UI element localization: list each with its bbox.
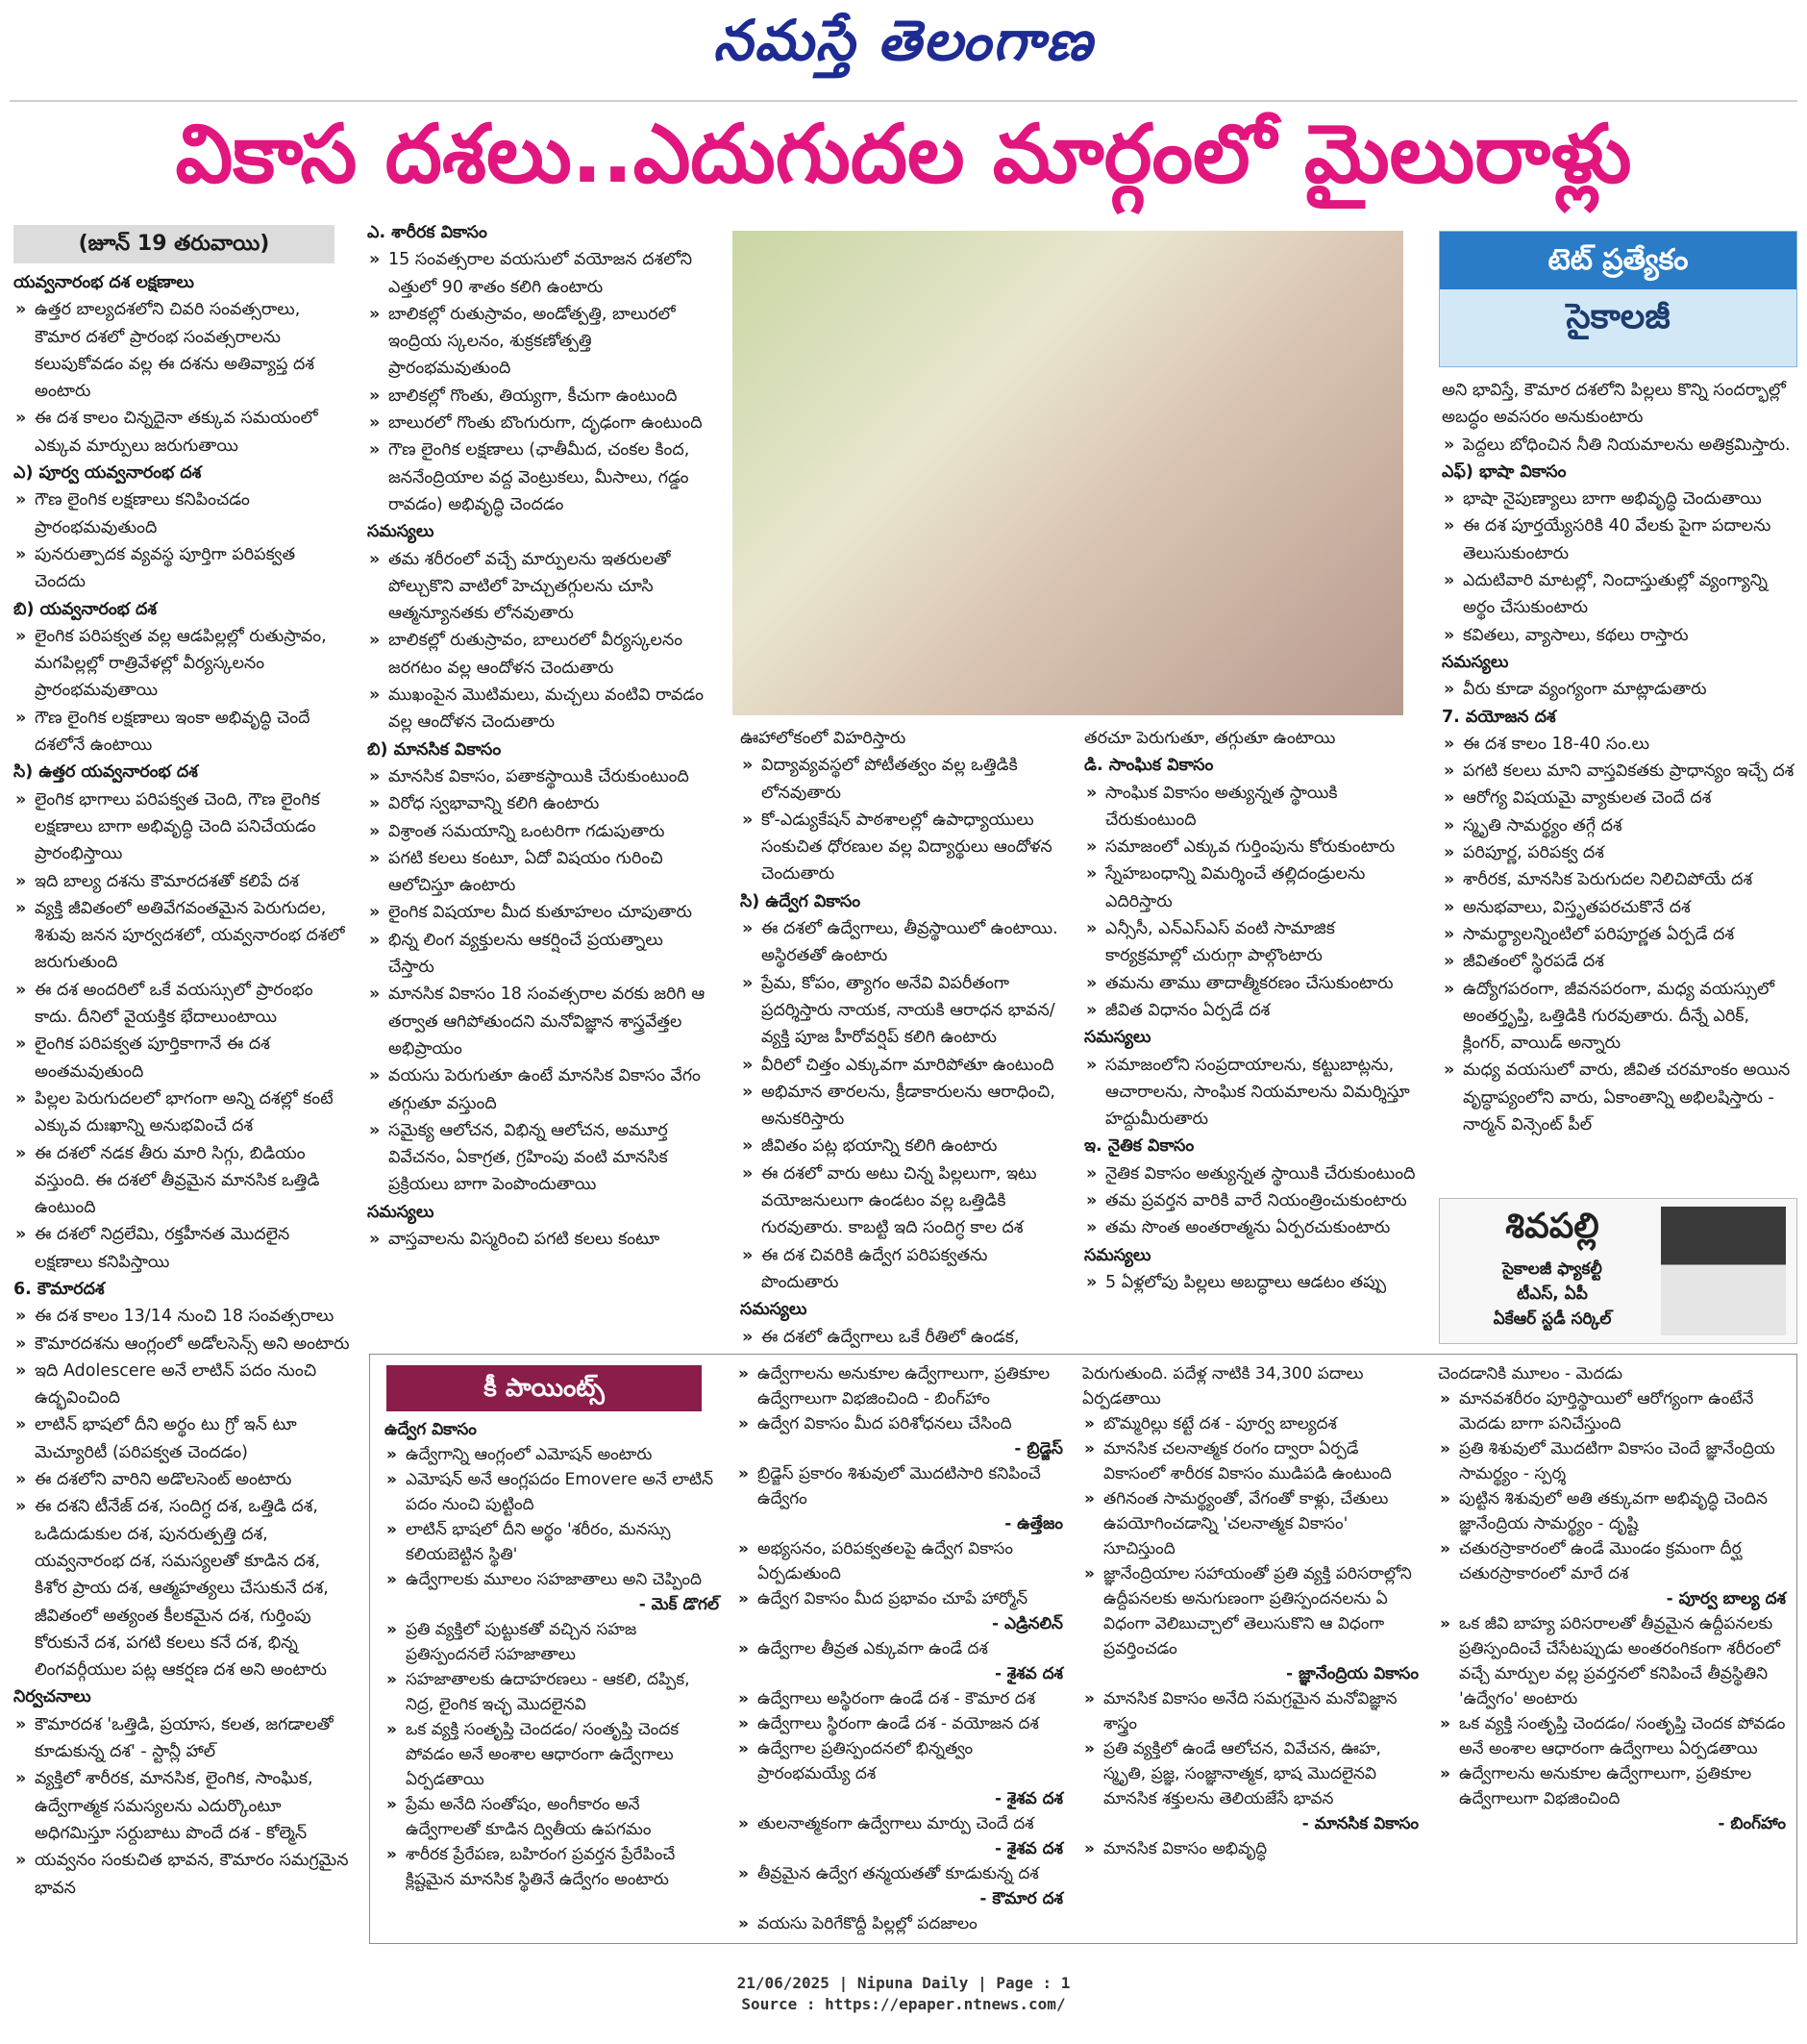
text-item: » తమ శరీరంలో వచ్చే మార్పులను ఇతరులతో పోల్చుకొని వాటిలో హెచ్చుతగ్గులను చూసి ఆత్మన్యూనతకు లోనవుతారు	[367, 546, 705, 628]
text-item: » స్మృతి సామర్థ్యం తగ్గే దశ	[1442, 812, 1795, 839]
text-item: » ప్రేమ, కోపం, త్యాగం అనేవి విపరీతంగా ప్రదర్శిస్తారు నాయక, నాయకి ఆరాధన భావన/వ్యక్తి పూజ హీరోవర్షిప్ కలిగి ఉంటారు	[740, 970, 1065, 1052]
source-attribution: - మెక్ డొగల్	[638, 1595, 719, 1614]
text-item: » వీరు కూడా వ్యంగ్యంగా మాట్లాడుతారు	[1442, 676, 1795, 703]
section-heading: బి) యవ్వనారంభ దశ	[13, 599, 157, 619]
text-item: » సమాజంలో ఎక్కువ గుర్తింపును కోరుకుంటారు	[1084, 834, 1421, 860]
text-item: » తమ సొంత అంతరాత్మను ఏర్పరచుకుంటారు	[1084, 1214, 1421, 1241]
author-role	[1451, 1257, 1653, 1332]
text-item: » ఒక వ్యక్తి సంతృప్తి చెందడం/ సంతృప్తి చెందక పోవడం అనే అంశాల ఆధారంగా ఉద్వేగాలు ఏర్పడతాయి	[1438, 1711, 1786, 1761]
text-item: » జీవితం పట్ల భయాన్ని కలిగి ఉంటారు	[740, 1133, 1065, 1159]
text-item: » మానసిక వికాసం, పతాకస్థాయికి చేరుకుంటుంది	[367, 763, 705, 790]
text-item: » స్నేహబంధాన్ని విమర్శించే తల్లిదండ్రులను ఎదిరిస్తారు	[1084, 860, 1421, 915]
text-item: » ఈ దశలో ఉద్వేగాలు, తీవ్రస్థాయిలో ఉంటాయి. అస్థిరతతో ఉంటారు	[740, 915, 1065, 970]
text-item: » ఉద్వేగాలకు మూలం సహజాతాలు అని చెప్పింది	[384, 1567, 719, 1592]
text-item: » కో-ఎడ్యుకేషన్ పాఠశాలల్లో ఉపాధ్యాయులు సంకుచిత ధోరణుల వల్ల విద్యార్థులు ఆందోళన చెందుతారు	[740, 807, 1065, 888]
continuation-tag: (జూన్ 19 తరువాయి)	[13, 225, 334, 263]
text-item: » లాటిన్ భాషలో దీని అర్థం 'శరీరం, మనస్సు కలియబెట్టిన స్థితి'	[384, 1517, 719, 1567]
text-item: » తమ ప్రవర్తన వారికి వారే నియంత్రించుకుంటారు	[1084, 1187, 1421, 1214]
key-points-title: కీ పాయింట్స్	[386, 1365, 702, 1411]
tet-special-label: టెట్ ప్రత్యేకం	[1440, 232, 1796, 289]
section-heading: ఎ) పూర్వ యవ్వనారంభ దశ	[13, 463, 202, 484]
article-column-3	[740, 725, 1065, 1351]
text-item: » బాలికల్లో గొంతు, తియ్యగా, కీచుగా ఉంటుంది	[367, 383, 705, 410]
text-item: » ఈ దశ పూర్తయ్యేసరికి 40 వేలకు పైగా పదాలను తెలుసుకుంటారు	[1442, 512, 1795, 567]
section-heading: సమస్యలు	[367, 522, 434, 542]
text-item: » ఉద్వేగాల తీవ్రత ఎక్కువగా ఉండే దశ	[736, 1636, 1063, 1661]
text-item: » మానసిక వికాసం 18 సంవత్సరాల వరకు జరిగి ఆ తర్వాత ఆగిపోతుందని మనోవిజ్ఞాన శాస్త్రవేత్తల అభిప్రాయం	[367, 981, 705, 1062]
text-item: » ప్రతి శిశువులో మొదటిగా వికాసం చెందే జ్ఞానేంద్రియ సామర్థ్యం - స్పర్శ	[1438, 1436, 1786, 1486]
source-attribution: - బ్రిడ్జెస్	[1014, 1439, 1063, 1458]
text-item: » కౌమారదశ 'ఒత్తిడి, ప్రయాస, కలత, జగడాలతో కూడుకున్న దశ' - స్టాన్లీ హాల్	[13, 1711, 350, 1766]
text-item: » పగటి కలలు కంటూ, ఏదో విషయం గురించి ఆలోచిస్తూ ఉంటారు	[367, 845, 705, 900]
text-item: » అభ్యసనం, పరిపక్వతలపై ఉద్వేగ వికాసం ఏర్పడుతుంది	[736, 1536, 1063, 1586]
text-item: » జీవిత విధానం ఏర్పడే దశ	[1084, 997, 1421, 1024]
section-heading: బి) మానసిక వికాసం	[367, 739, 502, 760]
text-item: » గౌణ లైంగిక లక్షణాలు ఇంకా అభివృద్ధి చెందే దశలోనే ఉంటాయి	[13, 705, 350, 760]
article-column-4	[1084, 725, 1421, 1296]
source-attribution: - బింగ్‌హాం	[1718, 1814, 1786, 1833]
text-item: » ఈ దశలో ఉద్వేగాలు ఒకే రీతిలో ఉండక,	[740, 1324, 1065, 1351]
masthead-divider	[10, 100, 1797, 102]
text-item: » విద్యావ్యవస్థలో పోటీతత్వం వల్ల ఒత్తిడికి లోనవుతారు	[740, 752, 1065, 807]
section-heading: సి) ఉద్వేగ వికాసం	[740, 891, 861, 911]
text-item: పెరుగుతుంది. పదేళ్ల నాటికి 34,300 పదాలు ఏర్పడతాయి	[1082, 1364, 1364, 1408]
text-item: » ఈ దశలోని వారిని అడొలసెంట్ అంటారు	[13, 1466, 350, 1493]
key-points-column-3	[1082, 1361, 1419, 1861]
text-item: » గౌణ లైంగిక లక్షణాలు కనిపించడం ప్రారంభమవుతుంది	[13, 486, 350, 541]
text-item: » పునరుత్పాదక వ్యవస్థ పూర్తిగా పరిపక్వత చెందదు	[13, 541, 350, 596]
text-item: » వ్యక్తి జీవితంలో అతివేగవంతమైన పెరుగుదల, శిశువు జనన పూర్వదశలో, యవ్వనారంభ దశలో జరుగుతుంది	[13, 895, 350, 977]
text-item: » 5 ఏళ్లలోపు పిల్లలు అబద్ధాలు ఆడటం తప్పు	[1084, 1269, 1421, 1296]
text-item: » మధ్య వయసులో వారు, జీవిత చరమాంకం అయిన వృద్ధాప్యంలోని వారు, ఏకాంతాన్ని అభిలషిస్తారు - నార్మన్ విన్సెంట్ పీల్	[1442, 1057, 1795, 1138]
article-column-2	[367, 219, 705, 1253]
text-item: » శారీరక ప్రేరేపణ, బహిరంగ ప్రవర్తన ప్రేరేపించే క్లిష్టమైన మానసిక స్థితినే ఉద్వేగం అంటారు	[384, 1842, 719, 1892]
section-heading: సమస్యలు	[367, 1202, 434, 1222]
text-item: చెందడానికి మూలం - మెదడు	[1438, 1364, 1622, 1383]
section-heading: సమస్యలు	[1084, 1245, 1151, 1265]
text-item: » పిల్లల పెరుగుదలలో భాగంగా అన్ని దశల్లో కంటే ఎక్కువ దుఃఖాన్ని అనుభవించే దశ	[13, 1085, 350, 1140]
text-item: » తీవ్రమైన ఉద్వేగ తన్మయతతో కూడుకున్న దశ	[736, 1861, 1063, 1886]
text-item: » శారీరక, మానసిక పెరుగుదల నిలిచిపోయే దశ	[1442, 866, 1795, 893]
footer-date-line: 21/06/2025 | Nipuna Daily | Page : 1	[736, 1974, 1071, 1992]
text-item: » సహజాతాలకు ఉదాహరణలు - ఆకలి, దప్పిక, నిద్ర, లైంగిక ఇచ్ఛ మొదలైనవి	[384, 1667, 719, 1717]
key-points-column-1	[384, 1417, 719, 1892]
text-item: » ముఖంపైన మొటిమలు, మచ్చలు వంటివి రావడం వల్ల ఆందోళన చెందుతారు	[367, 682, 705, 736]
text-item: » కవితలు, వ్యాసాలు, కథలు రాస్తారు	[1442, 622, 1795, 649]
text-item: » ఎన్సీసీ, ఎన్ఎస్ఎస్ వంటి సామాజిక కార్యక్రమాల్లో చురుగ్గా పాల్గొంటారు	[1084, 915, 1421, 970]
text-item: » బాలికల్లో రుతుస్రావం, అండోత్పత్తి, బాలురలో ఇంద్రియ స్కలనం, శుక్రకణోత్పత్తి ప్రారంభమవుతుంది	[367, 301, 705, 383]
text-item: » లైంగిక పరిపక్వత పూర్తికాగానే ఈ దశ అంతమవుతుంది	[13, 1031, 350, 1085]
text-item: అని భావిస్తే, కౌమార దశలోని పిల్లలు కొన్ని సందర్భాల్లో అబద్ధం అవసరం అనుకుంటారు	[1442, 381, 1786, 428]
text-item: » మానసిక వికాసం అభివృద్ధి	[1082, 1836, 1419, 1861]
author-role-line: ఏకేఆర్ స్టడీ సర్కిల్	[1493, 1309, 1612, 1329]
section-heading: సమస్యలు	[740, 1300, 807, 1320]
text-item: » పగటి కలలు మాని వాస్తవికతకు ప్రాధాన్యం ఇచ్చే దశ	[1442, 758, 1795, 785]
text-item: » ఎదుటివారి మాటల్లో, నిందాస్తుతుల్లో వ్యంగ్యాన్ని అర్థం చేసుకుంటారు	[1442, 567, 1795, 622]
text-item: » పెద్దలు బోధించిన నీతి నియమాలను అతిక్రమిస్తారు.	[1442, 432, 1795, 459]
text-item: » ఒక జీవి బాహ్య పరిసరాలతో తీవ్రమైన ఉద్దీపనలకు ప్రతిస్పందించే చేసేటప్పుడు అంతరంగికంగా శరీరంలో వచ్చే మార్పుల వల్ల ప్రవర్తనలో కనిపించే తీవ్రస్థితిని 'ఉద్వేగం' అంటారు	[1438, 1611, 1786, 1711]
source-attribution: - కౌమార దశ	[979, 1889, 1063, 1908]
text-item: » వయసు పెరిగేకొద్దీ పిల్లల్లో పదజాలం	[736, 1911, 1063, 1936]
text-item: » సమాజంలోని సంప్రదాయాలను, కట్టుబాట్లను, ఆచారాలను, సాంఘిక నియమాలను విమర్శిస్తూ హద్దుమీరుతారు	[1084, 1052, 1421, 1134]
text-item: » పుట్టిన శిశువులో అతి తక్కువగా అభివృద్ధి చెందిన జ్ఞానేంద్రియ సామర్థ్యం - దృష్టి	[1438, 1486, 1786, 1536]
text-item: » పరిపూర్ణ, పరిపక్వ దశ	[1442, 839, 1795, 866]
section-heading: సి) ఉత్తర యవ్వనారంభ దశ	[13, 762, 198, 783]
page-footer	[0, 1973, 1807, 2015]
section-heading: సమస్యలు	[1084, 1028, 1151, 1048]
article-column-5	[1442, 377, 1795, 1138]
author-role-line: సైకాలజీ ఫ్యాకల్టీ	[1502, 1259, 1602, 1279]
section-heading: యవ్వనారంభ దశ లక్షణాలు	[13, 273, 194, 292]
author-name: శివపల్లి	[1505, 1207, 1599, 1246]
article-column-1	[13, 269, 350, 1902]
source-attribution: - పూర్వ బాల్య దశ	[1666, 1589, 1786, 1608]
text-item: » ఈ దశలో నిద్రలేమి, రక్తహీనత మొదలైన లక్షణాలు కనిపిస్తాయి	[13, 1221, 350, 1276]
text-item: » ఈ దశలో నడక తీరు మారి సిగ్గు, బిడియం వస్తుంది. ఈ దశలో తీవ్రమైన మానసిక ఒత్తిడి ఉంటుంది	[13, 1140, 350, 1222]
text-item: » ఇది Adolescere అనే లాటిన్ పదం నుంచి ఉద్భవించింది	[13, 1358, 350, 1412]
text-item: » ఈ దశని టీనేజ్ దశ, సందిగ్ధ దశ, ఒత్తిడి దశ, ఒడిదుడుకుల దశ, పునరుత్పత్తి దశ, యవ్వనారంభ దశ, సమస్యలతో కూడిన దశ, కిశోర ప్రాయ దశ, ఆత్మహత్యలు చేసుకునే దశ, జీవితంలో అత్యంత కీలకమైన దశ, గుర్తింపు కోరుకునే దశ, పగటి కలలు కనే దశ, భిన్న లింగవర్గీయుల పట్ల ఆకర్షణ దశ అని అంటారు	[13, 1493, 350, 1683]
source-attribution: - ఎడ్రినలిన్	[992, 1614, 1063, 1633]
text-item: » మానసిక వికాసం అనేది సమగ్రమైన మనోవిజ్ఞాన శాస్త్రం	[1082, 1686, 1419, 1736]
text-item: » ఉద్వేగాన్ని ఆంగ్లంలో ఎమోషన్ అంటారు	[384, 1442, 719, 1467]
author-role-line: టీఎస్, ఏపీ	[1517, 1284, 1588, 1304]
text-item: తరచూ పెరుగుతూ, తగ్గుతూ ఉంటాయి	[1084, 729, 1336, 748]
article-headline: వికాస దశలు..ఎదుగుదల మార్గంలో మైలురాళ్లు	[175, 107, 1632, 201]
text-item: » ఈ దశ చివరికి ఉద్వేగ పరిపక్వతను పొందుతారు	[740, 1242, 1065, 1297]
text-item: » బ్రిడ్జెస్ ప్రకారం శిశువులో మొదటిసారి కనిపించే ఉద్వేగం	[736, 1461, 1063, 1511]
text-item: » ఈ దశ కాలం 18-40 సం.లు	[1442, 731, 1795, 758]
text-item: » లైంగిక పరిపక్వత వల్ల ఆడపిల్లల్లో రుతుస్రావం, మగపిల్లల్లో రాత్రివేళల్లో వీర్యస్కలనం ప్రారంభమవుతాయి	[13, 623, 350, 705]
section-heading: 6. కౌమారదశ	[13, 1279, 105, 1299]
text-item: » భిన్న లింగ వ్యక్తులను ఆకర్షించే ప్రయత్నాలు చేస్తారు	[367, 927, 705, 982]
text-item: » ఈ దశలో వారు అటు చిన్న పిల్లలుగా, ఇటు వయోజనులుగా ఉండటం వల్ల ఒత్తిడికి గురవుతారు. కాబట్టి ఇది సందిగ్ధ కాల దశ	[740, 1160, 1065, 1242]
text-item: » లైంగిక విషయాల మీద కుతూహలం చూపుతారు	[367, 899, 705, 926]
footer-source-line: Source : https://epaper.ntnews.com/	[741, 1995, 1066, 2013]
text-item: » విరోధ స్వభావాన్ని కలిగి ఉంటారు	[367, 790, 705, 817]
author-photo	[1661, 1207, 1786, 1335]
text-item: » భాషా నైపుణ్యాలు బాగా అభివృద్ధి చెందుతాయి	[1442, 486, 1795, 512]
key-points-column-4	[1438, 1361, 1786, 1836]
text-item: » ఉద్వేగాలను అనుకూల ఉద్వేగాలుగా, ప్రతికూల ఉద్వేగాలుగా విభజించింది - బింగ్‌హాం	[736, 1361, 1063, 1411]
text-item: » ఈ దశ కాలం 13/14 నుంచి 18 సంవత్సరాలు	[13, 1303, 350, 1330]
text-item: » ఇది బాల్య దశను కౌమారదశతో కలిపే దశ	[13, 868, 350, 895]
tet-special-box	[1439, 231, 1797, 367]
text-item: » వయసు పెరుగుతూ ఉంటే మానసిక వికాసం వేగం తగ్గుతూ వస్తుంది	[367, 1062, 705, 1117]
text-item: » కౌమారదశను ఆంగ్లంలో అడోలసెన్స్ అని అంటారు	[13, 1331, 350, 1358]
text-item: » లాటిన్ భాషలో దీని అర్థం టు గ్రో ఇన్ టూ మెచ్యూరిటీ (పరిపక్వత చెందడం)	[13, 1411, 350, 1466]
text-item: » ఉద్వేగ వికాసం మీద పరిశోధనలు చేసింది	[736, 1411, 1063, 1436]
text-item: » లైంగిక భాగాలు పరిపక్వత చెంది, గౌణ లైంగిక లక్షణాలు బాగా అభివృద్ధి చెంది పనిచేయడం ప్రారంభిస్తాయి	[13, 786, 350, 868]
source-attribution: - జ్ఞానేంద్రియ వికాసం	[1286, 1664, 1419, 1683]
text-item: » యవ్వనం సంకుచిత భావన, కౌమారం సమగ్రమైన భావన	[13, 1847, 350, 1902]
text-item: » వాస్తవాలను విస్మరించి పగటి కలలు కంటూ	[367, 1226, 705, 1253]
text-item: » ఉద్వేగాలను అనుకూల ఉద్వేగాలుగా, ప్రతికూల ఉద్వేగాలుగా విభజించింది	[1438, 1761, 1786, 1811]
source-attribution: - మానసిక వికాసం	[1301, 1814, 1419, 1833]
section-heading: ఉద్వేగ వికాసం	[384, 1420, 477, 1439]
text-item: » గౌణ లైంగిక లక్షణాలు (ఛాతీమీద, చంకల కింద, జననేంద్రియాల వద్ద వెంట్రుకలు, మీసాలు, గడ్డం రావడం) అభివృద్ధి చెందడం	[367, 436, 705, 518]
text-item: » బాలికల్లో రుతుస్రావం, బాలురలో వీర్యస్కలనం జరగటం వల్ల ఆందోళన చెందుతారు	[367, 627, 705, 682]
text-item: » చతురస్రాకారంలో ఉండే మొండం క్రమంగా దీర్ఘ చతురస్రాకారంలో మారే దశ	[1438, 1536, 1786, 1586]
text-item: » జీవితంలో స్థిరపడే దశ	[1442, 948, 1795, 975]
text-item: » తులనాత్మకంగా ఉద్వేగాలు మార్పు చెందే దశ	[736, 1811, 1063, 1836]
text-item: » విశ్రాంత సమయాన్ని ఒంటరిగా గడుపుతారు	[367, 818, 705, 845]
text-item: » అనుభవాలు, విస్తృతపరచుకొనే దశ	[1442, 894, 1795, 921]
text-item: » ఒక వ్యక్తి సంతృప్తి చెందడం/ సంతృప్తి చెందక పోవడం అనే అంశాల ఆధారంగా ఉద్వేగాలు ఏర్పడతాయి	[384, 1717, 719, 1792]
text-item: » బొమ్మరిల్లు కట్టే దశ - పూర్వ బాల్యదశ	[1082, 1411, 1419, 1436]
text-item: » ఆరోగ్య విషయమై వ్యాకులత చెందే దశ	[1442, 785, 1795, 811]
text-item: » 15 సంవత్సరాల వయసులో వయోజన దశలోని ఎత్తులో 90 శాతం కలిగి ఉంటారు	[367, 246, 705, 301]
section-heading: 7. వయోజన దశ	[1442, 707, 1556, 727]
text-item: » అభిమాన తారలను, క్రీడాకారులను ఆరాధించి, అనుకరిస్తారు	[740, 1079, 1065, 1134]
newspaper-masthead: నమస్తే తెలంగాణ	[713, 8, 1094, 73]
text-item: » ఉద్వేగ వికాసం మీద ప్రభావం చూపే హార్మోన్	[736, 1586, 1063, 1611]
source-attribution: - శైశవ దశ	[994, 1664, 1063, 1683]
text-item: » ఉద్వేగాల ప్రతిస్పందనలో భిన్నత్వం ప్రారంభమయ్యే దశ	[736, 1736, 1063, 1786]
text-item: » ప్రతి వ్యక్తిలో పుట్టుకతో వచ్చిన సహజ ప్రతిస్పందనలే సహజాతాలు	[384, 1617, 719, 1667]
text-item: » ఈ దశ కాలం చిన్నదైనా తక్కువ సమయంలో ఎక్కువ మార్పులు జరుగుతాయి	[13, 405, 350, 460]
student-photo	[732, 231, 1403, 715]
text-item: » జ్ఞానేంద్రియాల సహాయంతో ప్రతి వ్యక్తి పరిసరాల్లోని ఉద్దీపనలకు అనుగుణంగా ప్రతిస్పందనలను ఏ విధంగా వెలిబుచ్చాలో తెలుసుకొని ఆ విధంగా ప్రవర్తించడం	[1082, 1561, 1419, 1661]
text-item: » మానవశరీరం పూర్తిస్థాయిలో ఆరోగ్యంగా ఉంటేనే మెదడు బాగా పనిచేస్తుంది	[1438, 1386, 1786, 1436]
source-attribution: - శైశవ దశ	[994, 1789, 1063, 1808]
text-item: » ఉద్వేగాలు అస్థిరంగా ఉండే దశ - కౌమార దశ	[736, 1686, 1063, 1711]
text-item: » ప్రేమ అనేది సంతోషం, అంగీకారం అనే ఉద్వేగాలతో కూడిన ద్వితీయ ఉపగమం	[384, 1792, 719, 1842]
text-item: » సాంఘిక వికాసం అత్యున్నత స్థాయికి చేరుకుంటుంది	[1084, 780, 1421, 835]
source-attribution: - ఉత్తేజం	[1004, 1514, 1063, 1533]
text-item: » ఉత్తర బాల్యదశలోని చివరి సంవత్సరాలు, కౌమార దశలో ప్రారంభ సంవత్సరాలను కలుపుకోవడం వల్ల ఈ దశను అతివ్యాప్త దశ అంటారు	[13, 296, 350, 405]
section-heading: నిర్వచనాలు	[13, 1687, 91, 1707]
text-item: » తగినంత సామర్థ్యంతో, వేగంతో కాళ్లు, చేతులు ఉపయోగించడాన్ని 'చలనాత్మక వికాసం' సూచిస్తుంది	[1082, 1486, 1419, 1561]
source-attribution: - శైశవ దశ	[994, 1839, 1063, 1858]
section-heading: ఇ. నైతిక వికాసం	[1084, 1136, 1195, 1157]
text-item: » బాలురలో గొంతు బొంగురుగా, దృఢంగా ఉంటుంది	[367, 410, 705, 436]
section-heading: సమస్యలు	[1442, 652, 1509, 672]
section-heading: ఎఫ్) భాషా వికాసం	[1442, 461, 1567, 482]
text-item: » నైతిక వికాసం అత్యున్నత స్థాయికి చేరుకుంటుంది	[1084, 1160, 1421, 1187]
text-item: » సామర్థ్యాలన్నింటిలో పరిపూర్ణత ఏర్పడే దశ	[1442, 921, 1795, 948]
section-heading: ఎ. శారీరక వికాసం	[367, 223, 487, 242]
section-heading: డి. సాంఘిక వికాసం	[1084, 756, 1214, 776]
author-box	[1439, 1198, 1797, 1344]
key-points-column-2	[736, 1361, 1063, 1936]
text-item: » వ్యక్తిలో శారీరక, మానసిక, లైంగిక, సాంఘిక, ఉద్వేగాత్మక సమస్యలను ఎదుర్కొంటూ అధిగమిస్తూ సర్దుబాటు పొందే దశ - కోల్మెన్	[13, 1765, 350, 1847]
text-item: » ఈ దశ అందరిలో ఒకే వయస్సులో ప్రారంభం కాదు. దీనిలో వైయక్తిక భేదాలుంటాయి	[13, 977, 350, 1032]
text-item: » ఎమోషన్ అనే ఆంగ్లపదం Emovere అనే లాటిన్ పదం నుంచి పుట్టింది	[384, 1467, 719, 1517]
text-item: » ప్రతి వ్యక్తిలో ఉండే ఆలోచన, వివేచన, ఊహ, స్మృతి, ప్రజ్ఞ, సంజ్ఞానాత్మక, భాష మొదలైనవి మానసిక శక్తులను తెలియజేసే భావన	[1082, 1736, 1419, 1811]
text-item: » వీరిలో చిత్తం ఎక్కువగా మారిపోతూ ఉంటుంది	[740, 1052, 1065, 1079]
text-item: » ఉద్యోగపరంగా, జీవనపరంగా, మధ్య వయస్సులో అంతర్తృప్తి, ఒత్తిడికి గురవుతారు. దీన్నే ఎరిక్, క్లింగర్, వాయిడ్ అన్నారు	[1442, 976, 1795, 1058]
text-item: » ఉద్వేగాలు స్థిరంగా ఉండే దశ - వయోజన దశ	[736, 1711, 1063, 1736]
text-item: ఊహాలోకంలో విహరిస్తారు	[740, 729, 906, 748]
text-item: » సమైక్య ఆలోచన, విభిన్న ఆలోచన, అమూర్త వివేచనం, ఏకాగ్రత, గ్రహింపు వంటి మానసిక ప్రక్రియలు బాగా పెంపొందుతాయి	[367, 1117, 705, 1199]
psychology-label: సైకాలజీ	[1566, 297, 1671, 337]
text-item: » మానసిక చలనాత్మక రంగం ద్వారా ఏర్పడే వికాసంలో శారీరక వికాసం ముడిపడి ఉంటుంది	[1082, 1436, 1419, 1486]
text-item: » తమను తాము తాదాత్మీకరణం చేసుకుంటారు	[1084, 970, 1421, 997]
